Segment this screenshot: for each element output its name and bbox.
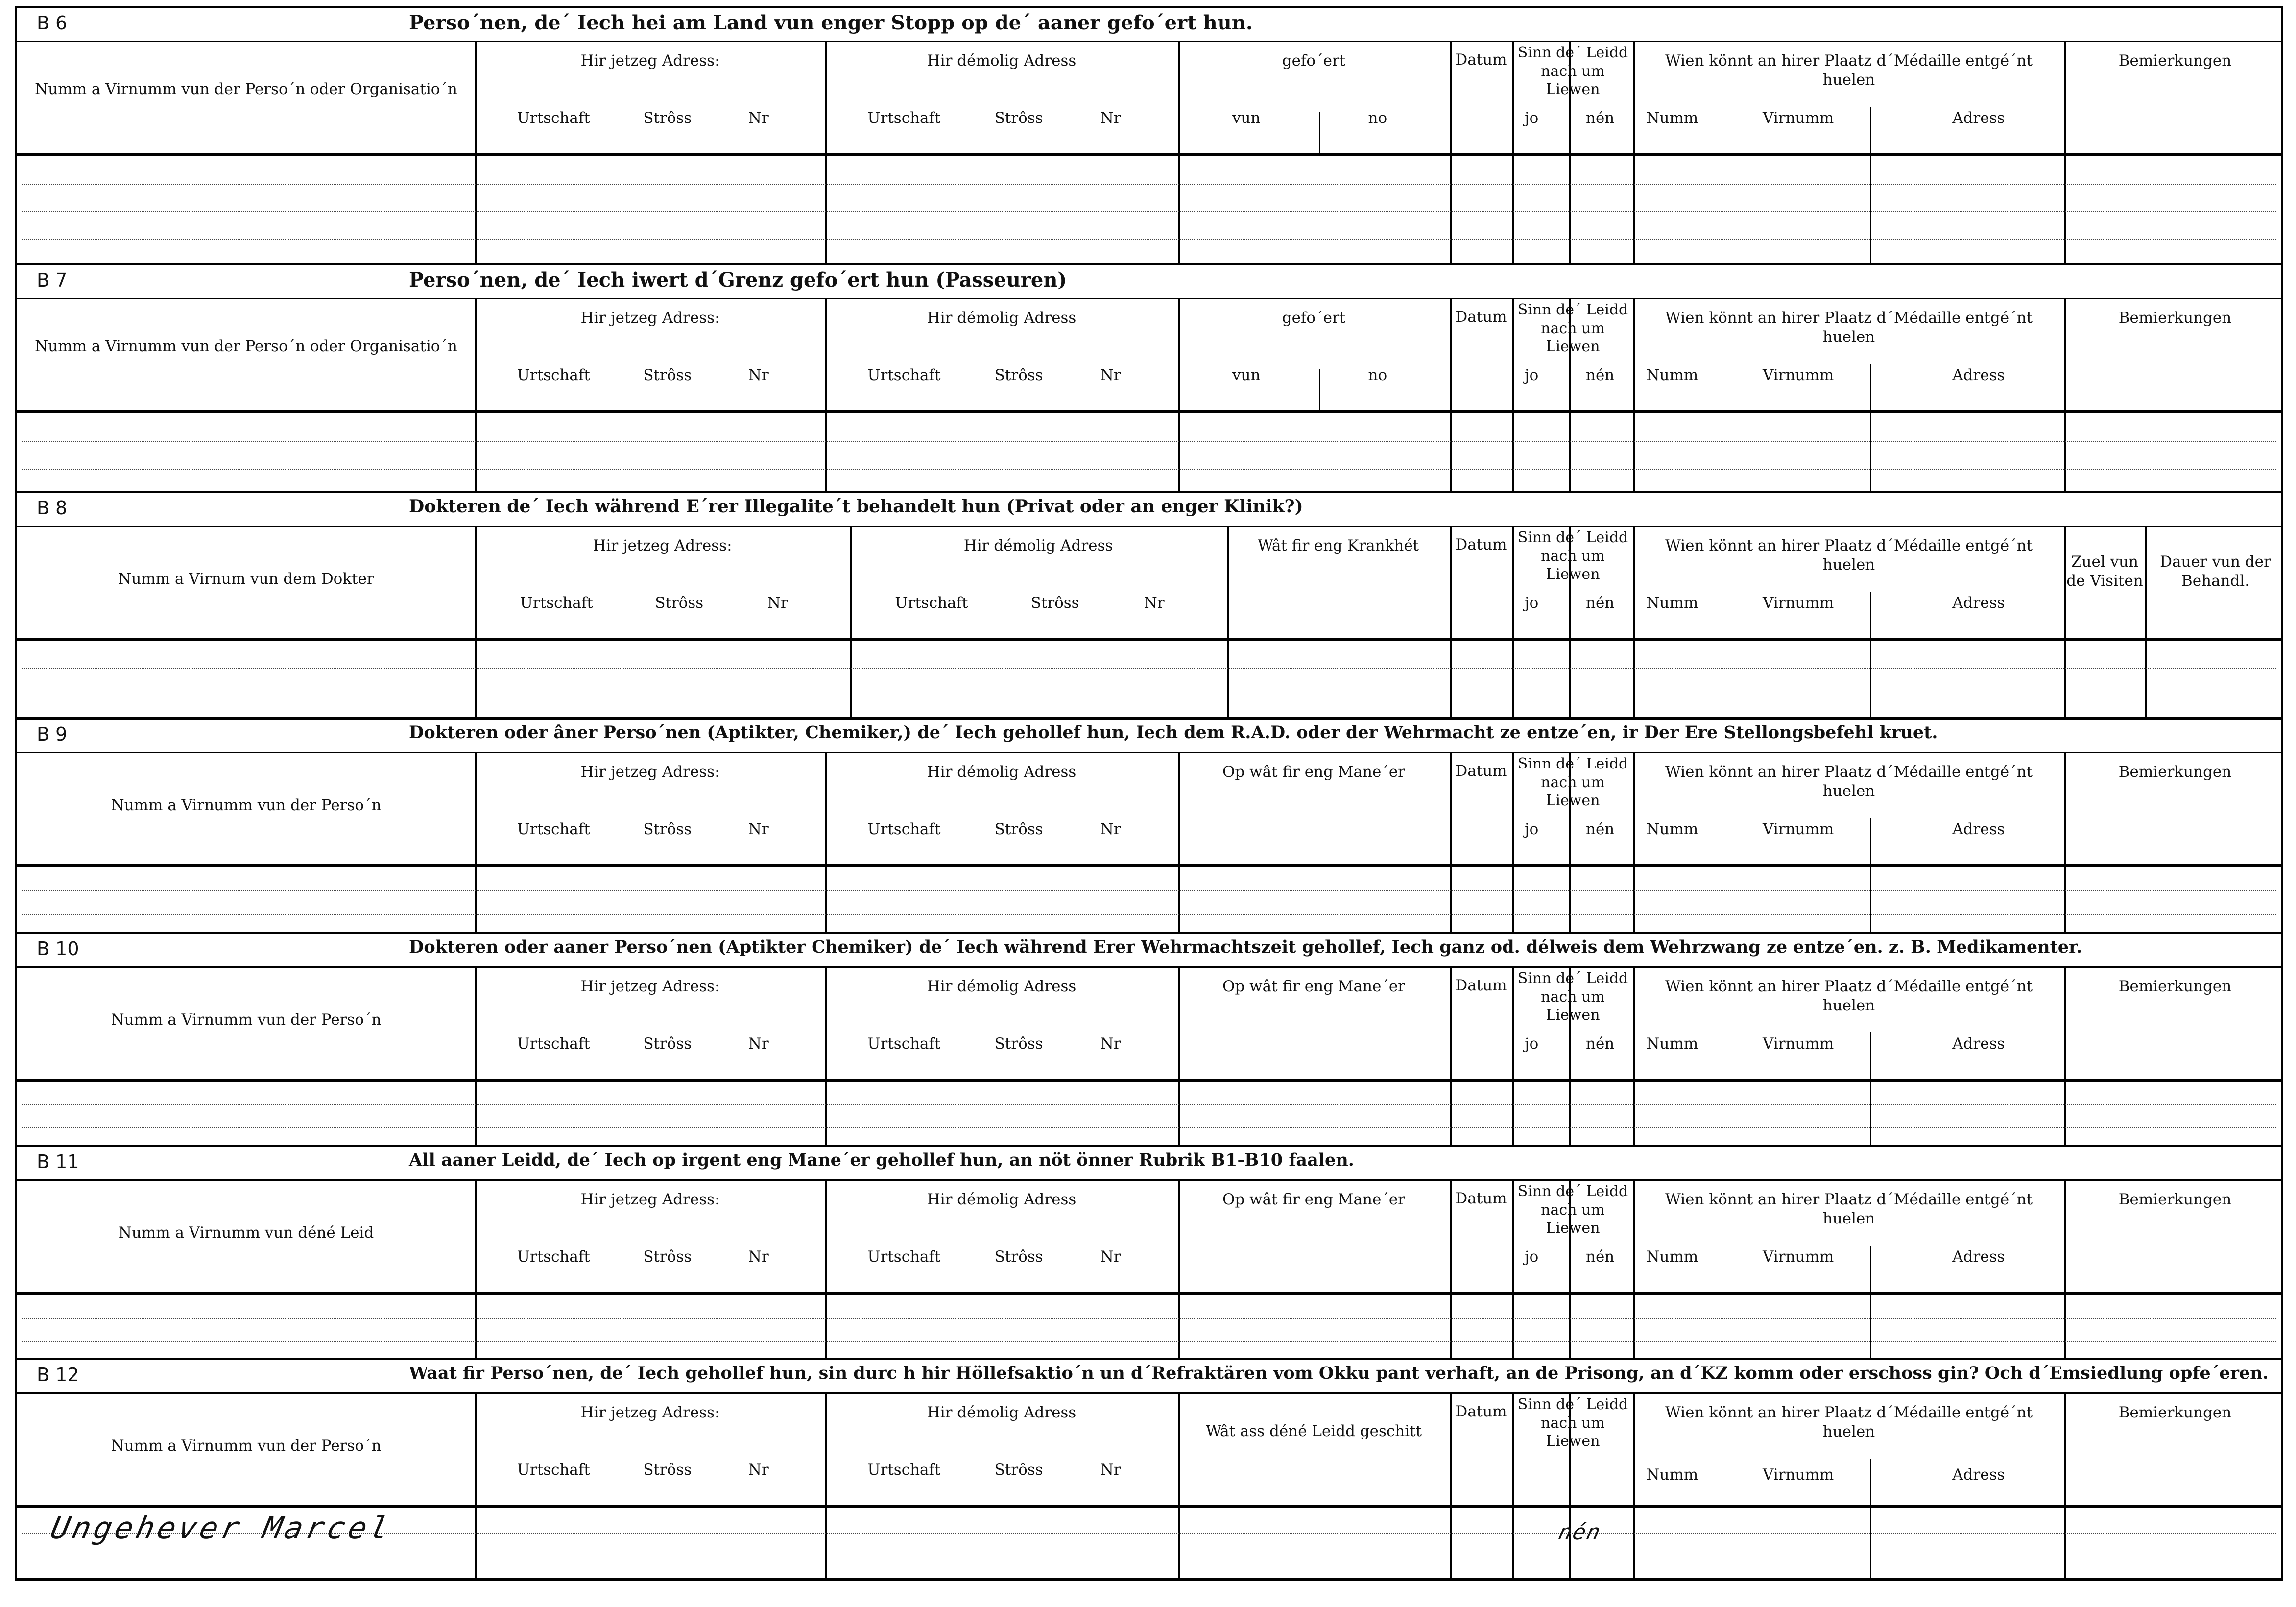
section-code: B 12	[37, 1364, 79, 1386]
section-title-row	[17, 934, 2281, 968]
alive-column-header: Sinn de´ Leidd nach um Liewen	[1517, 755, 1628, 809]
handwritten-name-entry[interactable]: Ungehever Marcel	[48, 1510, 395, 1546]
section-code: B 8	[37, 497, 68, 519]
section-title: All aaner Leidd, de´ Iech op irgent eng Mane´er gehollef hun, an nöt önner Rubrik B1-B10 faalen.	[409, 1150, 1354, 1170]
no-label: nén	[1586, 1035, 1615, 1053]
address-nr-label: Nr	[748, 820, 769, 838]
detail-column-header: Wât fir eng Krankhét	[1257, 537, 1419, 554]
entry-line[interactable]	[22, 890, 2276, 891]
former-address-header: Hir démolig Adress	[927, 1191, 1076, 1208]
name-column-header: Numm a Virnumm vun der Perso´n oder Organisatio´n	[35, 337, 457, 355]
column-divider	[1569, 820, 1570, 932]
address-urtschaft-label: Urtschaft	[517, 1461, 590, 1479]
no-label: nén	[1586, 366, 1615, 384]
section-title-row	[17, 265, 2281, 299]
former-address-header: Hir démolig Adress	[927, 52, 1076, 70]
address-urtschaft-label: Urtschaft	[867, 1035, 941, 1053]
medal-adress-label: Adress	[1952, 109, 2005, 127]
section-b7	[17, 263, 2281, 491]
visits-column-header: Zuel vun de Visiten	[2066, 553, 2143, 590]
entry-line[interactable]	[22, 469, 2276, 470]
handwritten-answer-entry[interactable]: nén	[1556, 1520, 1603, 1545]
entry-line[interactable]	[22, 1104, 2276, 1105]
former-address-header: Hir démolig Adress	[927, 309, 1076, 327]
detail-column-header: Wât ass déné Leidd geschitt	[1205, 1422, 1422, 1440]
detail-column-header: Op wât fir eng Mane´er	[1222, 1191, 1405, 1208]
section-b6	[17, 8, 2281, 263]
address-urtschaft-label: Urtschaft	[867, 820, 941, 838]
current-address-header: Hir jetzeg Adress:	[593, 537, 732, 554]
address-nr-label: Nr	[1100, 1461, 1121, 1479]
date-column-header: Datum	[1455, 762, 1507, 780]
from-label: vun	[1232, 366, 1261, 384]
address-urtschaft-label: Urtschaft	[867, 1248, 941, 1266]
section-title-row	[17, 1147, 2281, 1181]
section-title: Waat fir Perso´nen, de´ Iech gehollef hun, sin durc h hir Höllefsaktio´n un d´Refraktären vom Okku pant verhaft, an de Prisong, an d´KZ komm oder erschoss gin? Och d´Emsiedlung opfe´eren.	[409, 1363, 2269, 1383]
address-urtschaft-label: Urtschaft	[867, 109, 941, 127]
current-address-header: Hir jetzeg Adress:	[580, 1191, 720, 1208]
entry-line[interactable]	[22, 914, 2276, 915]
section-b12	[17, 1358, 2281, 1578]
address-stross-label: Strôss	[655, 594, 704, 612]
address-nr-label: Nr	[1100, 820, 1121, 838]
address-nr-label: Nr	[1144, 594, 1165, 612]
medal-column-header: Wien könnt an hirer Plaatz d´Médaille entgé´nt huelen	[1665, 1404, 2033, 1440]
address-nr-label: Nr	[1100, 366, 1121, 384]
name-column-header: Numm a Virnumm vun der Perso´n	[111, 1011, 382, 1029]
medal-virnumm-label: Virnumm	[1763, 366, 1834, 384]
address-urtschaft-label: Urtschaft	[867, 366, 941, 384]
column-divider	[1178, 41, 1180, 263]
header-separator	[17, 153, 2281, 156]
medal-numm-label: Numm	[1646, 1466, 1698, 1484]
section-b8	[17, 491, 2281, 717]
section-title-row	[17, 493, 2281, 527]
date-column-header: Datum	[1455, 1403, 1507, 1420]
remarks-column-header: Bemierkungen	[2118, 978, 2232, 995]
current-address-header: Hir jetzeg Adress:	[580, 763, 720, 781]
medal-column-header: Wien könnt an hirer Plaatz d´Médaille entgé´nt huelen	[1665, 52, 2033, 89]
medal-numm-label: Numm	[1646, 594, 1698, 612]
address-urtschaft-label: Urtschaft	[517, 1248, 590, 1266]
entry-line[interactable]	[22, 441, 2276, 442]
column-divider	[1569, 594, 1570, 717]
column-divider	[1870, 107, 1871, 263]
section-code: B 10	[37, 938, 79, 959]
address-stross-label: Strôss	[994, 1248, 1043, 1266]
entry-line[interactable]	[22, 1318, 2276, 1319]
medal-adress-label: Adress	[1952, 1466, 2005, 1484]
section-code: B 11	[37, 1151, 79, 1173]
medal-numm-label: Numm	[1646, 1248, 1698, 1266]
section-title: Perso´nen, de´ Iech hei am Land vun enger Stopp op de´ aaner gefo´ert hun.	[409, 11, 1253, 34]
address-urtschaft-label: Urtschaft	[895, 594, 968, 612]
section-title: Dokteren oder aaner Perso´nen (Aptikter Chemiker) de´ Iech während Erer Wehrmachtszeit gehollef, Iech ganz od. délweis dem Wehrzwang ze entze´en. z. B. Medikamenter.	[409, 937, 2082, 957]
current-address-header: Hir jetzeg Adress:	[580, 309, 720, 327]
current-address-header: Hir jetzeg Adress:	[580, 978, 720, 995]
entry-line[interactable]	[22, 184, 2276, 185]
medal-virnumm-label: Virnumm	[1763, 109, 1834, 127]
alive-column-header: Sinn de´ Leidd nach um Liewen	[1517, 529, 1628, 583]
column-divider	[2064, 41, 2066, 263]
address-stross-label: Strôss	[994, 366, 1043, 384]
yes-label: jo	[1525, 594, 1539, 612]
column-divider	[1633, 1179, 1635, 1358]
medal-numm-label: Numm	[1646, 820, 1698, 838]
section-code: B 6	[37, 12, 68, 34]
header-separator	[17, 1292, 2281, 1295]
address-nr-label: Nr	[748, 1035, 769, 1053]
section-table	[17, 1179, 2281, 1358]
column-divider	[1569, 109, 1570, 263]
yes-label: jo	[1525, 1248, 1539, 1266]
column-divider	[1633, 966, 1635, 1145]
address-nr-label: Nr	[767, 594, 788, 612]
medal-numm-label: Numm	[1646, 109, 1698, 127]
address-stross-label: Strôss	[994, 1461, 1043, 1479]
entry-line[interactable]	[22, 668, 2276, 669]
name-column-header: Numm a Virnumm vun déné Leid	[118, 1224, 374, 1242]
column-divider	[475, 41, 477, 263]
column-divider	[1633, 526, 1635, 717]
section-b9	[17, 717, 2281, 932]
medal-adress-label: Adress	[1952, 820, 2005, 838]
column-divider	[1450, 298, 1452, 491]
address-stross-label: Strôss	[994, 1035, 1043, 1053]
address-urtschaft-label: Urtschaft	[517, 366, 590, 384]
former-address-header: Hir démolig Adress	[927, 978, 1076, 995]
section-b10	[17, 932, 2281, 1145]
remarks-column-header: Bemierkungen	[2118, 1404, 2232, 1421]
name-column-header: Numm a Virnumm vun der Perso´n	[111, 1437, 382, 1455]
entry-line[interactable]	[22, 211, 2276, 212]
column-divider	[1870, 1459, 1871, 1578]
section-table	[17, 526, 2281, 717]
yes-label: jo	[1525, 820, 1539, 838]
medal-column-header: Wien könnt an hirer Plaatz d´Médaille entgé´nt huelen	[1665, 1191, 2033, 1227]
medal-adress-label: Adress	[1952, 366, 2005, 384]
name-column-header: Numm a Virnumm vun der Perso´n	[111, 796, 382, 814]
section-table	[17, 966, 2281, 1145]
address-stross-label: Strôss	[643, 1461, 692, 1479]
remarks-column-header: Bemierkungen	[2118, 763, 2232, 781]
section-title-row	[17, 1360, 2281, 1394]
medal-virnumm-label: Virnumm	[1763, 594, 1834, 612]
alive-column-header: Sinn de´ Leidd nach um Liewen	[1517, 1396, 1628, 1450]
yes-label: jo	[1525, 1035, 1539, 1053]
no-label: nén	[1586, 594, 1615, 612]
alive-column-header: Sinn de´ Leidd nach um Liewen	[1517, 301, 1628, 355]
current-address-header: Hir jetzeg Adress:	[580, 52, 720, 70]
section-table	[17, 752, 2281, 932]
yes-label: jo	[1525, 366, 1539, 384]
address-urtschaft-label: Urtschaft	[517, 109, 590, 127]
section-title: Dokteren oder âner Perso´nen (Aptikter, Chemiker,) de´ Iech gehollef hun, Iech dem R.A.D. oder der Wehrmacht ze entze´en, ir Der Ere Stellongsbefehl kruet.	[409, 722, 1938, 743]
entry-line[interactable]	[22, 1127, 2276, 1128]
column-divider	[1870, 592, 1871, 717]
medal-column-header: Wien könnt an hirer Plaatz d´Médaille entgé´nt huelen	[1665, 309, 2033, 346]
medal-column-header: Wien könnt an hirer Plaatz d´Médaille entgé´nt huelen	[1665, 763, 2033, 800]
entry-line[interactable]	[22, 1341, 2276, 1342]
date-column-header: Datum	[1455, 1190, 1507, 1207]
address-urtschaft-label: Urtschaft	[517, 820, 590, 838]
column-divider	[1633, 752, 1635, 932]
medal-adress-label: Adress	[1952, 1035, 2005, 1053]
detail-column-header: Op wât fir eng Mane´er	[1222, 763, 1405, 781]
former-address-header: Hir démolig Adress	[927, 763, 1076, 781]
section-title-row	[17, 8, 2281, 42]
medal-numm-label: Numm	[1646, 366, 1698, 384]
column-divider	[1178, 1392, 1180, 1578]
no-label: nén	[1586, 109, 1615, 127]
name-column-header: Numm a Virnumm vun der Perso´n oder Organisatio´n	[35, 80, 457, 98]
address-nr-label: Nr	[1100, 109, 1121, 127]
address-urtschaft-label: Urtschaft	[867, 1461, 941, 1479]
alive-column-header: Sinn de´ Leidd nach um Liewen	[1517, 970, 1628, 1024]
section-code: B 7	[37, 269, 68, 291]
date-column-header: Datum	[1455, 977, 1507, 994]
address-stross-label: Strôss	[643, 366, 692, 384]
from-label: vun	[1232, 109, 1261, 127]
medal-adress-label: Adress	[1952, 594, 2005, 612]
address-stross-label: Strôss	[643, 1035, 692, 1053]
section-b11	[17, 1145, 2281, 1358]
no-label: nén	[1586, 1248, 1615, 1266]
address-urtschaft-label: Urtschaft	[520, 594, 593, 612]
header-separator	[17, 1505, 2281, 1508]
column-divider	[1633, 41, 1635, 263]
detail-column-header: gefo´ert	[1282, 52, 1346, 70]
section-title: Dokteren de´ Iech während E´rer Illegalite´t behandelt hun (Privat oder an enger Klinik?)	[409, 496, 1303, 517]
address-nr-label: Nr	[748, 1461, 769, 1479]
header-separator	[17, 638, 2281, 641]
form-page	[15, 6, 2283, 1581]
entry-line[interactable]	[22, 239, 2276, 240]
address-nr-label: Nr	[748, 366, 769, 384]
remarks-column-header: Bemierkungen	[2118, 309, 2232, 327]
column-divider	[1319, 369, 1320, 410]
header-separator	[17, 864, 2281, 867]
address-stross-label: Strôss	[643, 109, 692, 127]
section-title: Perso´nen, de´ Iech iwert d´Grenz gefo´ert hun (Passeuren)	[409, 268, 1067, 291]
section-code: B 9	[37, 723, 68, 745]
name-column-header: Numm a Virnum vun dem Dokter	[118, 570, 374, 588]
treatment-duration-header: Dauer vun der Behandl.	[2160, 553, 2271, 590]
section-table	[17, 298, 2281, 491]
former-address-header: Hir démolig Adress	[963, 537, 1113, 554]
medal-virnumm-label: Virnumm	[1763, 1248, 1834, 1266]
column-divider	[1633, 1392, 1635, 1578]
section-table	[17, 1392, 2281, 1578]
former-address-header: Hir démolig Adress	[927, 1404, 1076, 1421]
medal-column-header: Wien könnt an hirer Plaatz d´Médaille entgé´nt huelen	[1665, 537, 2033, 574]
date-column-header: Datum	[1455, 536, 1507, 553]
column-divider	[1870, 364, 1871, 491]
alive-column-header: Sinn de´ Leidd nach um Liewen	[1517, 1183, 1628, 1237]
remarks-column-header: Bemierkungen	[2118, 52, 2232, 70]
remarks-column-header: Bemierkungen	[2118, 1191, 2232, 1208]
column-divider	[1319, 112, 1320, 153]
medal-numm-label: Numm	[1646, 1035, 1698, 1053]
yes-label: jo	[1525, 109, 1539, 127]
date-column-header: Datum	[1455, 308, 1507, 326]
current-address-header: Hir jetzeg Adress:	[580, 1404, 720, 1421]
address-stross-label: Strôss	[994, 820, 1043, 838]
address-nr-label: Nr	[748, 109, 769, 127]
to-label: no	[1368, 109, 1387, 127]
address-stross-label: Strôss	[643, 1248, 692, 1266]
medal-column-header: Wien könnt an hirer Plaatz d´Médaille entgé´nt huelen	[1665, 978, 2033, 1014]
section-title-row	[17, 720, 2281, 753]
address-urtschaft-label: Urtschaft	[517, 1035, 590, 1053]
header-separator	[17, 1079, 2281, 1082]
column-divider	[1569, 366, 1570, 491]
section-table	[17, 41, 2281, 263]
address-nr-label: Nr	[748, 1248, 769, 1266]
alive-column-header: Sinn de´ Leidd nach um Liewen	[1517, 44, 1628, 98]
column-divider	[1633, 298, 1635, 491]
medal-adress-label: Adress	[1952, 1248, 2005, 1266]
address-nr-label: Nr	[1100, 1248, 1121, 1266]
medal-virnumm-label: Virnumm	[1763, 1035, 1834, 1053]
detail-column-header: Op wât fir eng Mane´er	[1222, 978, 1405, 995]
detail-column-header: gefo´ert	[1282, 309, 1346, 327]
address-nr-label: Nr	[1100, 1035, 1121, 1053]
column-divider	[1450, 41, 1452, 263]
no-label: nén	[1586, 820, 1615, 838]
column-divider	[825, 41, 827, 263]
medal-virnumm-label: Virnumm	[1763, 820, 1834, 838]
header-separator	[17, 410, 2281, 413]
address-stross-label: Strôss	[1030, 594, 1079, 612]
medal-virnumm-label: Virnumm	[1763, 1466, 1834, 1484]
to-label: no	[1368, 366, 1387, 384]
address-stross-label: Strôss	[643, 820, 692, 838]
address-stross-label: Strôss	[994, 109, 1043, 127]
date-column-header: Datum	[1455, 51, 1507, 69]
